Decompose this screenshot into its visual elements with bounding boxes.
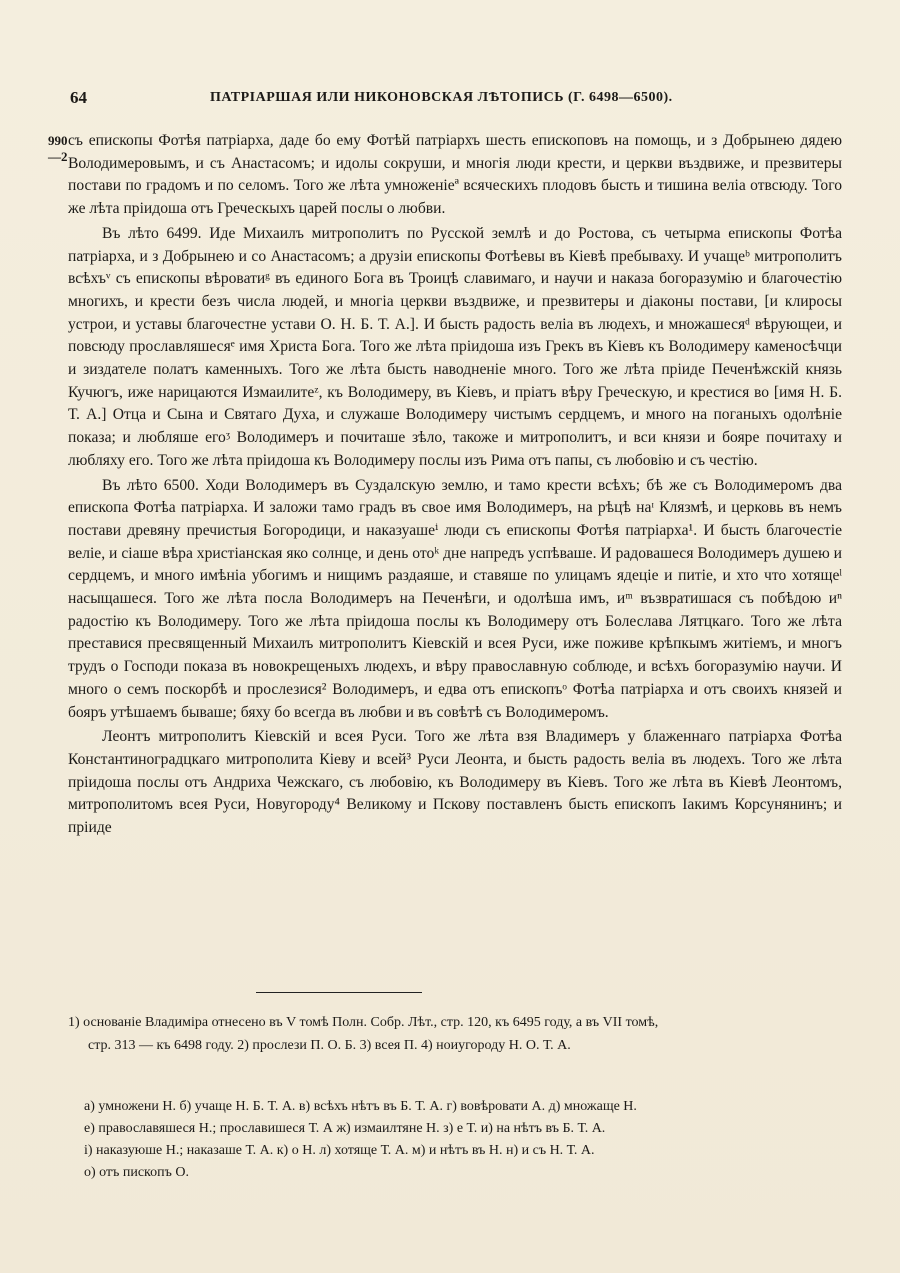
- running-title: ПАТРІАРШАЯ ИЛИ НИКОНОВСКАЯ ЛѢТОПИСЬ (Г. 6498—6500).: [210, 90, 673, 105]
- footnote-line: 1) основаніе Владиміра отнесено въ V томѣ Полн. Собр. Лѣт., стр. 120, къ 6495 году, а въ VII томѣ,: [68, 1015, 659, 1030]
- paragraph-leont: Леонтъ митрополитъ Кіевскій и всея Руси. Того же лѣта взя Владимеръ у блаженнаго патріарха Фотѣа Константиноградцкаго митрополита Кіеву и всей³ Руси Леонта, и бысть радость веліа въ людехъ. Того же лѣта пріидоша послы отъ Андриха Чежскаго, съ любовію, къ Володимеру въ Кіевъ. Того же лѣта въ Кіевѣ Леонтомъ, митрополитомъ всея Руси, Новугороду⁴ Великому и Пскову поставленъ бысть епископъ Іакимъ Корсунянинъ; и пріиде: [68, 728, 842, 837]
- chronicle-body: [68, 130, 842, 840]
- page-number: 64: [70, 88, 87, 107]
- variant-readings: [68, 1096, 842, 1184]
- paragraph-6498-end: съ епископы Фотѣя патріарха, даде бо ему Фотѣй патріархъ шесть епископовъ на помощь, и з Добрынею дядею Володимеровымъ, и съ Анастасомъ; и идолы сокруши, и многія люди крести, и церкви въздвиже, и презвитеры постави по градомъ и по селомъ. Того же лѣта умноженіеª всяческихъ плодовъ бысть и тишина веліа отвсюду. Того же лѣта пріидоша отъ Греческыхъ царей послы о любви.: [68, 132, 842, 218]
- paragraph-6500: Въ лѣто 6500. Ходи Володимеръ въ Суздалскую землю, и тамо крести всѣхъ; бѣ же съ Володимеромъ два епископа Фотѣа патріарха. И заложи тамо градъ въ свое имя Володимеръ, на рѣцѣ наᶦ Клязмѣ, и церковь въ немъ постави древяну пречистыя Богородици, и наказуашеⁱ люди съ епископы Фотѣя патріарха¹. И бысть благочестіе веліе, и сіаше вѣра христіанская яко солнце, и день отоᵏ дне напредъ успѣваше. И радовашеся Володимеръ душею и сердцемъ, и много имѣніа убогимъ и нищимъ раздаяше, и ставяше по улицамъ ядеціе и питіе, и хто что хотящеˡ насыщашеся. Того же лѣта посла Володимеръ на Печенѣги, и одолѣша имъ, иᵐ възвратишася съ побѣдою иⁿ радостію къ Володимеру. Того же лѣта пріидоша послы къ Володимеру отъ Болеслава Лятцкаго. Того же лѣта преставися пресвященный Михаилъ митрополитъ Кіевскій и всея Руси, иже поживе крѣпкымъ житіемъ, и многъ трудъ о Господи показа въ новокрещеныхъ людехъ, и вѣру православную соблюде, и всѣхъ богоразумію научи. И много о семъ поскорбѣ и прослезися² Володимеръ, и едва отъ епископъᵒ Фотѣа патріарха и отъ своихъ князей и бояръ утѣшаемъ бываше; бяху бо всегда въ любви и въ совѣтѣ съ Володимеромъ.: [68, 476, 842, 721]
- margin-year-note: 990: [48, 133, 68, 148]
- footnotes: [68, 1011, 842, 1057]
- variant-line: і) наказуюше Н.; наказаше Т. А. к) о Н. л) хотяще Т. А. м) и нѣтъ въ Н. н) и съ Н. Т. А.: [84, 1143, 595, 1158]
- paragraph-6499: Въ лѣто 6499. Иде Михаилъ митрополитъ по Русской землѣ и до Ростова, съ четырма епископы Фотѣа патріарха, и з Добрынею и со Анастасомъ; а друзіи епископы Фотѣевы въ Кіевѣ пребываху. И учащеᵇ митрополитъ всѣхъᵛ съ епископы вѣроватиᵍ въ единого Бога въ Троицѣ славимаго, и научи и наказа богоразумію и благочестію многихъ, и крести безъ числа людей, и многіа церкви въздвиже, и презвитеры и діаконы постави, [и клиросы устрои, и уставы благочестне устави О. Н. Б. Т. А.]. И бысть радость веліа въ людехъ, и множашесяᵈ вѣрующеи, и повсюду прославляшесяᵉ имя Христа Бога. Того же лѣта пріидоша изъ Грекъ въ Кіевъ къ Володимеру каменосѣчци и зиздателе полатъ каменныхъ. Того же лѣта бысть наводненіе много. Того же лѣта пріиде Печенѣжскій князь Кучюгъ, иже нарицаются Измаилитеᶻ, къ Володимеру, въ Кіевъ, и пріатъ вѣру Греческую, и крестися во [имя Н. Б. Т. А.] Отца и Сына и Святаго Духа, и служаше Володимеру чистымъ сердцемъ, и много на поганыхъ одолѣніе показа; и любляше егоᶾ Володимеръ и почиташе зѣло, такоже и митрополитъ, и вси князи и бояре почитаху и любляху его. Того же лѣта пріидоша къ Володимеру послы изъ Рима отъ папы, съ любовію и съ честію.: [68, 224, 842, 469]
- variant-line: о) отъ пископъ О.: [84, 1165, 189, 1180]
- variant-line: е) православяшеся Н.; прославишеся Т. А ж) измаилтяне Н. з) е Т. и) на нѣтъ въ Б. Т. А.: [84, 1121, 606, 1136]
- page-header: [70, 88, 840, 114]
- footnote-divider: [256, 992, 422, 993]
- footnote-line: стр. 313 — къ 6498 году. 2) прослези П. О. Б. 3) всея П. 4) ноиугороду Н. О. Т. А.: [88, 1038, 571, 1053]
- variant-line: а) умножени Н. б) учаще Н. Б. Т. А. в) всѣхъ нѣтъ въ Б. Т. А. г) вовѣровати А. д) множаще Н.: [84, 1099, 637, 1114]
- margin-variant-note: —2: [48, 149, 68, 164]
